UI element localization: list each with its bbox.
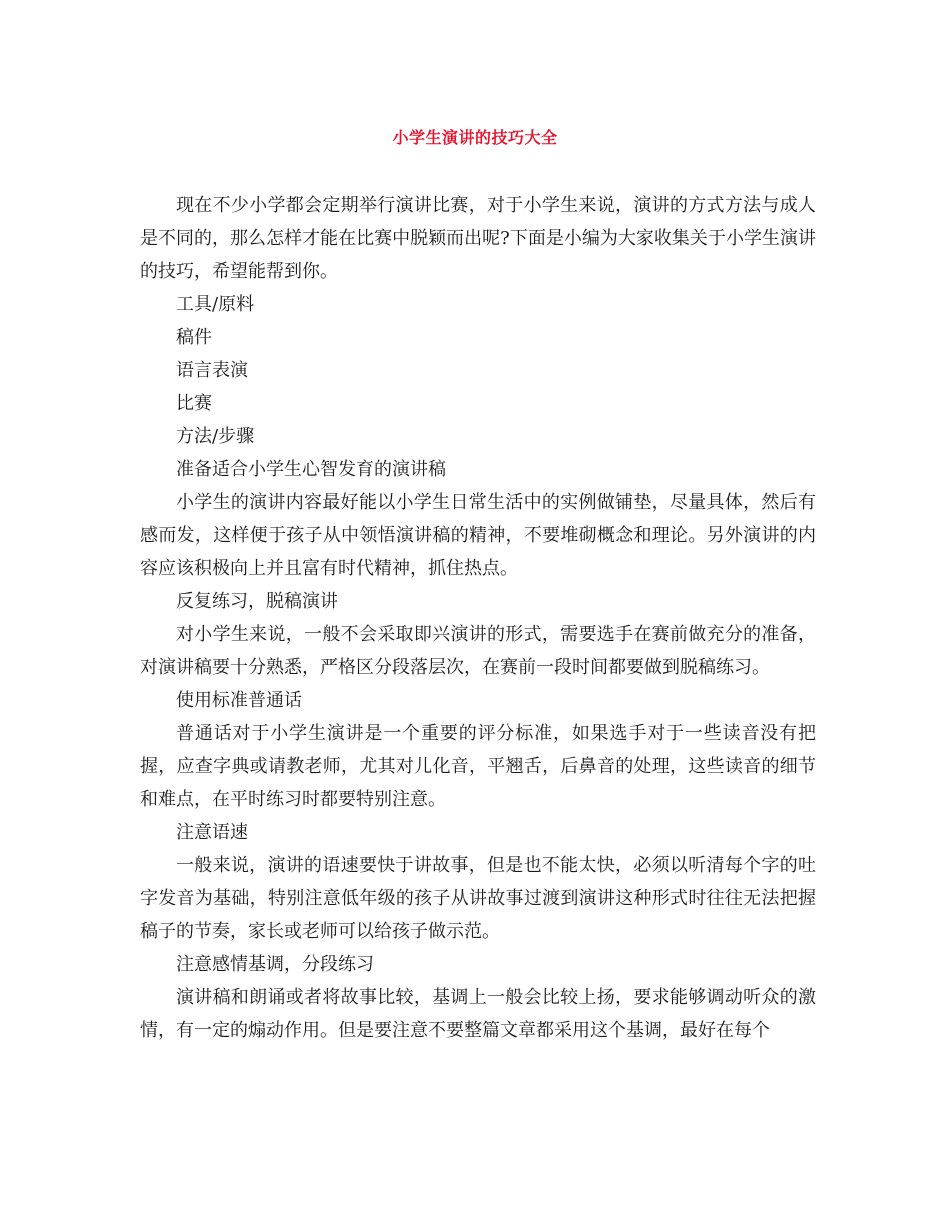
step-paragraph: 普通话对于小学生演讲是一个重要的评分标准，如果选手对于一些读音没有把握，应查字典或请教老师，尤其对儿化音，平翘舌，后鼻音的处理，这些读音的细节和难点，在平时练习时都要特别注意。 <box>140 723 816 810</box>
tools-heading: 工具/原料 <box>176 294 255 315</box>
tool-item: 稿件 <box>176 327 212 348</box>
step-paragraph: 对小学生来说，一般不会采取即兴演讲的形式，需要选手在赛前做充分的准备，对演讲稿要十分熟悉，严格区分段落层次，在赛前一段时间都要做到脱稿练习。 <box>140 624 816 678</box>
step-heading: 准备适合小学生心智发育的演讲稿 <box>176 459 446 480</box>
step-heading: 使用标准普通话 <box>176 690 302 711</box>
step-heading: 反复练习，脱稿演讲 <box>176 591 338 612</box>
intro-paragraph: 现在不少小学都会定期举行演讲比赛，对于小学生来说，演讲的方式方法与成人是不同的，那么怎样才能在比赛中脱颖而出呢?下面是小编为大家收集关于小学生演讲的技巧，希望能帮到你。 <box>140 195 816 282</box>
step-heading: 注意感情基调，分段练习 <box>176 954 374 975</box>
document-title: 小学生演讲的技巧大全 <box>392 128 558 147</box>
step-paragraph: 小学生的演讲内容最好能以小学生日常生活中的实例做铺垫，尽量具体，然后有感而发，这样便于孩子从中领悟演讲稿的精神，不要堆砌概念和理论。另外演讲的内容应该积极向上并且富有时代精神，抓住热点。 <box>140 492 816 579</box>
step-paragraph: 演讲稿和朗诵或者将故事比较，基调上一般会比较上扬，要求能够调动听众的激情，有一定的煽动作用。但是要注意不要整篇文章都采用这个基调，最好在每个 <box>140 987 816 1041</box>
step-heading: 注意语速 <box>176 822 248 843</box>
steps-heading: 方法/步骤 <box>176 426 255 447</box>
tool-item: 语言表演 <box>176 360 248 381</box>
step-paragraph: 一般来说，演讲的语速要快于讲故事，但是也不能太快，必须以听清每个字的吐字发音为基础，特别注意低年级的孩子从讲故事过渡到演讲这种形式时往往无法把握稿子的节奏，家长或老师可以给孩子做示范。 <box>140 855 816 942</box>
document-body <box>140 189 816 1047</box>
tool-item: 比赛 <box>176 393 212 414</box>
